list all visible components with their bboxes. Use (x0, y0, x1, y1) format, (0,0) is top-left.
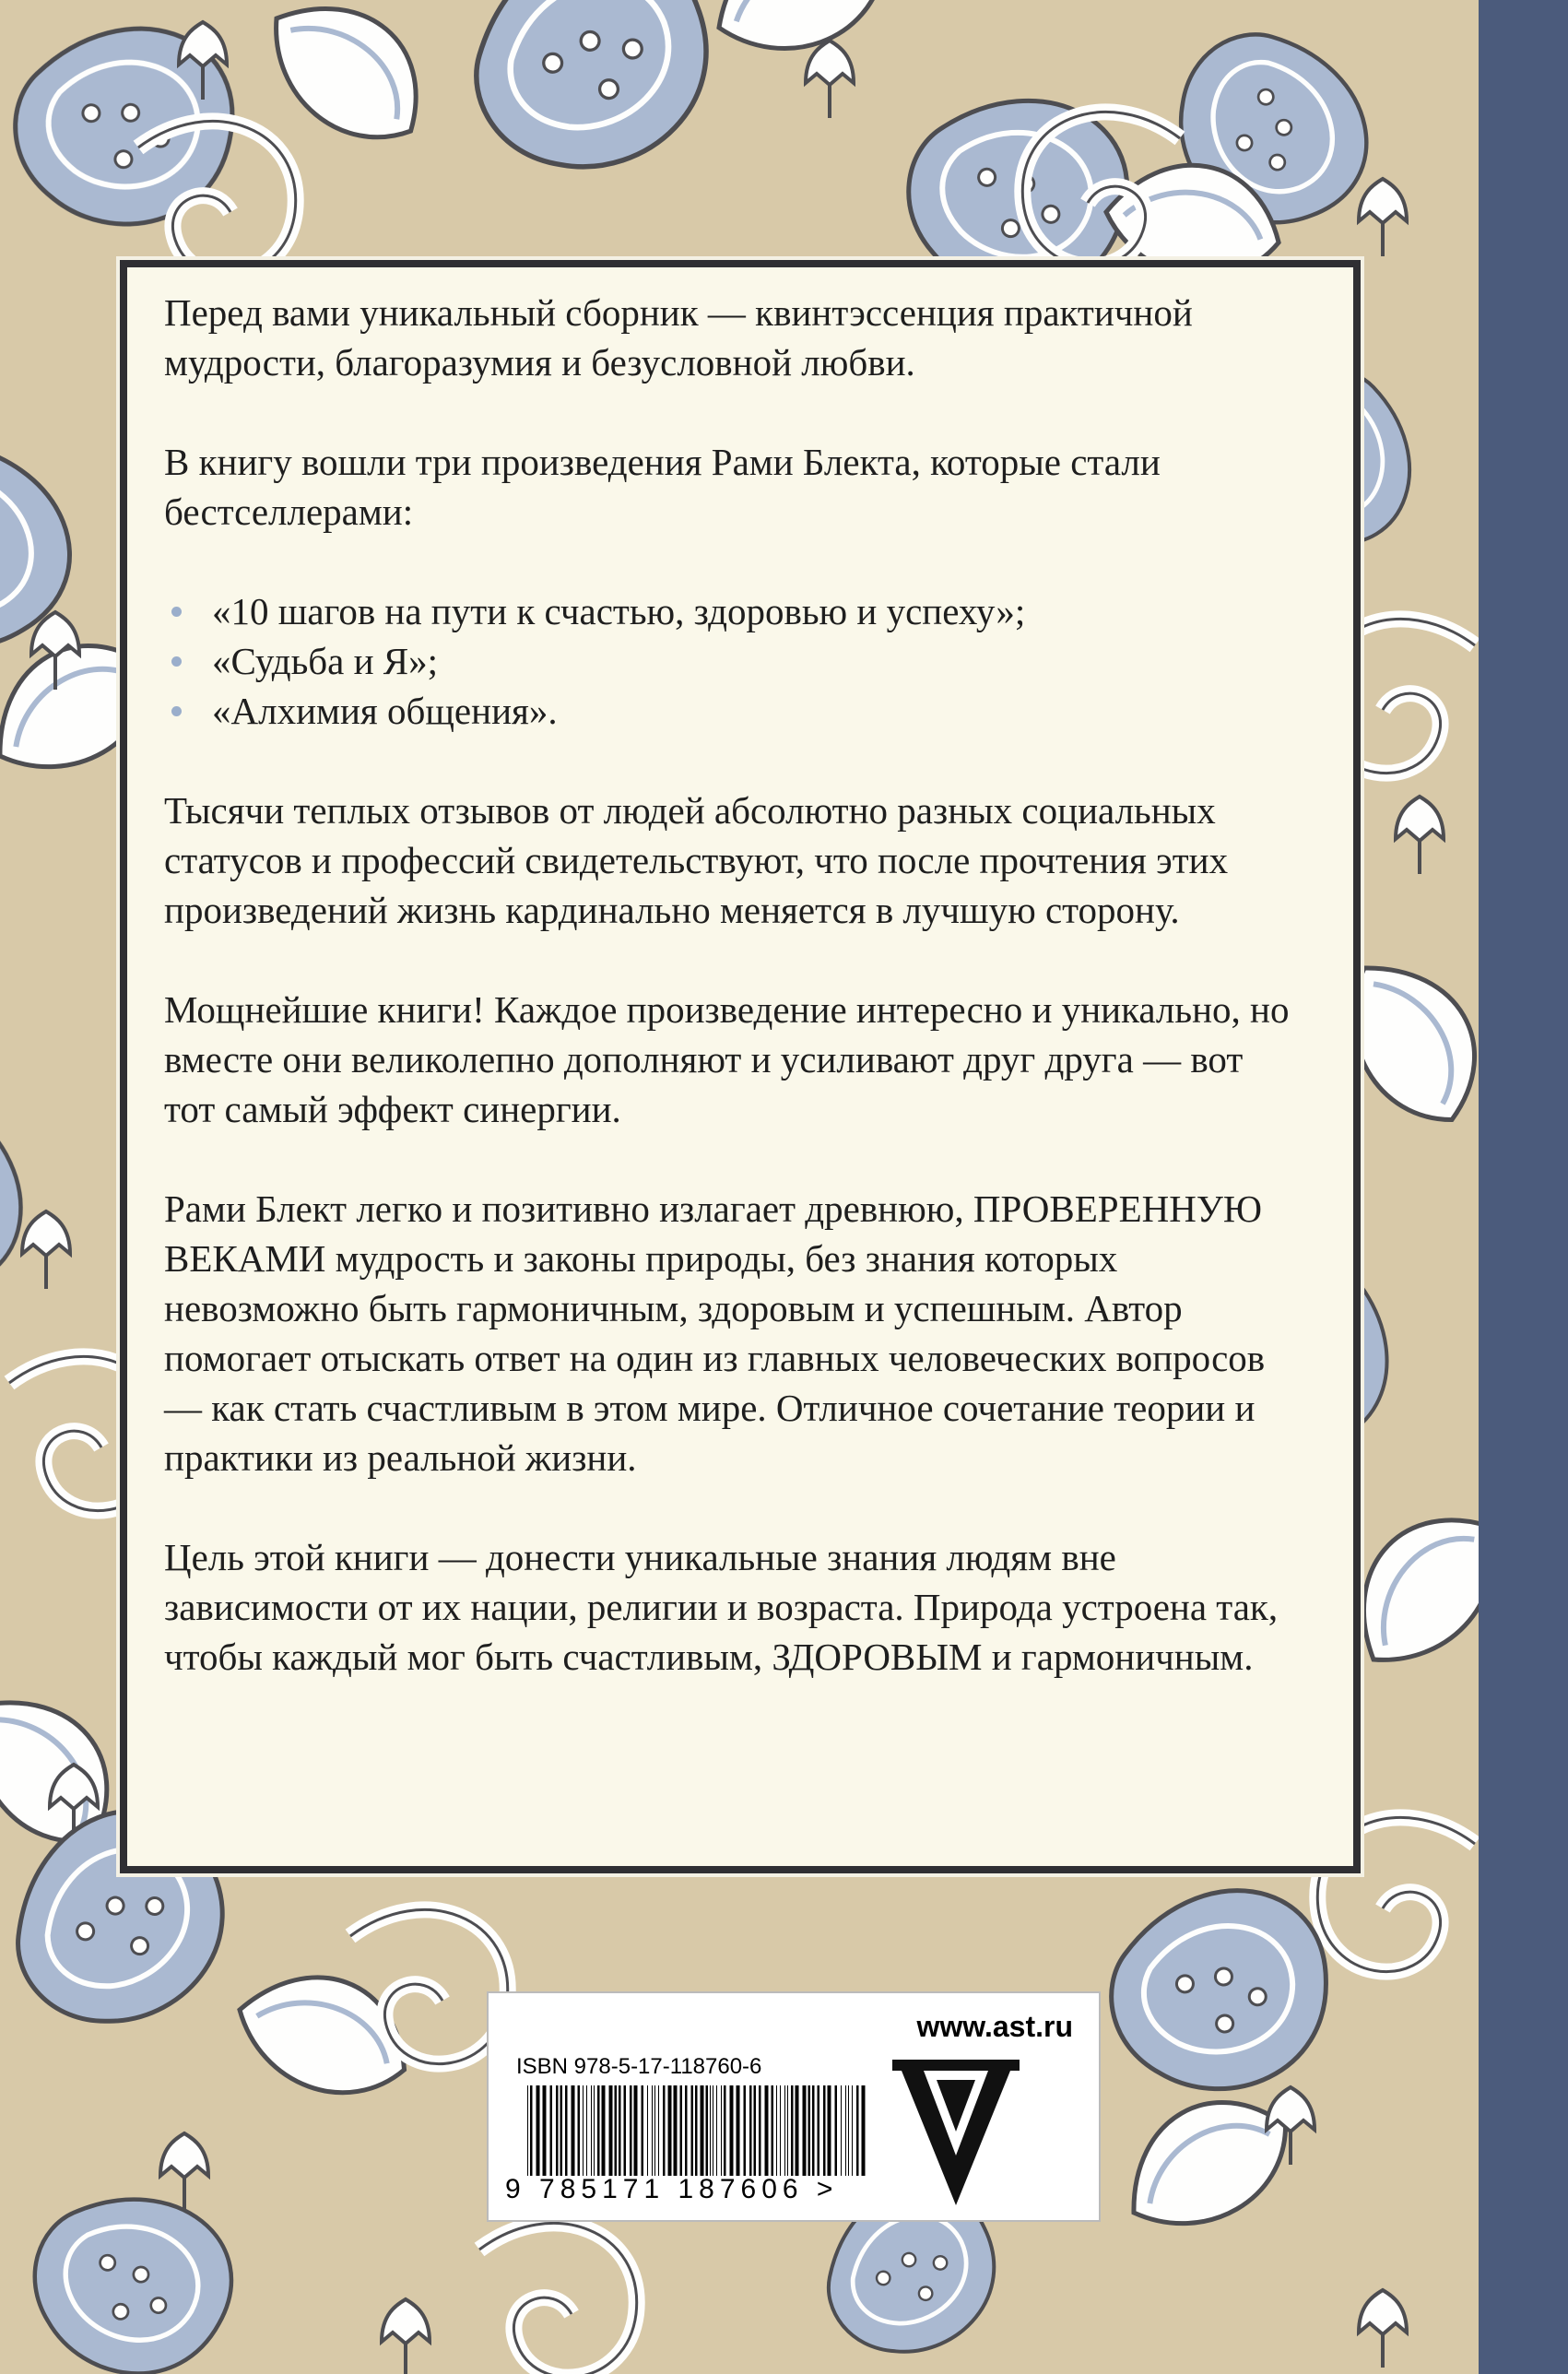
synergy-paragraph: Мощнейшие книги! Каждое произведение интересно и уникально, но вместе они великолепно дополняют и усиливают друг друга — вот тот самый эффект синергии. (164, 988, 1290, 1130)
isbn-label: ISBN 978-5-17-118760-6 (516, 2054, 762, 2079)
barcode-digits: 9 785171 187606 > (505, 2174, 839, 2204)
v-logo-icon (887, 2052, 1025, 2209)
bullet-icon (171, 656, 182, 667)
wisdom-paragraph: Рами Блект легко и позитивно излагает древнюю, ПРОВЕРЕННУЮ ВЕКАМИ мудрость и законы природы, без знания которых невозможно быть гармоничным, здоровым и успешным. Автор помогает отыскать ответ на один из главных человеческих вопросов — как стать счастливым в этом мире. Отличное сочетание теории и практики из реальной жизни. (164, 1187, 1266, 1479)
bullet-icon (171, 607, 182, 617)
list-item: «10 шагов на пути к счастью, здоровью и успеху»; (164, 586, 1298, 636)
reviews-paragraph: Тысячи теплых отзывов от людей абсолютно разных социальных статусов и профессий свидетельствуют, что после прочтения этих произведений жизнь кардинально меняется в лучшую сторону. (164, 789, 1229, 931)
works-intro-paragraph: В книгу вошли три произведения Рами Блекта, которые стали бестселлерами: (164, 441, 1161, 533)
website-url: www.ast.ru (916, 2010, 1073, 2043)
barcode-panel (487, 1991, 1101, 2222)
intro-paragraph: Перед вами уникальный сборник — квинтэссенция практичной мудрости, благоразумия и безусловной любви. (164, 291, 1193, 384)
list-item: «Алхимия общения». (164, 686, 1298, 736)
goal-paragraph: Цель этой книги — донести уникальные знания людям вне зависимости от их нации, религии и возраста. Природа устроена так, чтобы каждый мог быть счастливым, ЗДОРОВЫМ и гармоничным. (164, 1536, 1279, 1678)
list-item: «Судьба и Я»; (164, 636, 1298, 686)
works-list (164, 586, 1298, 736)
spine-strip (1479, 0, 1568, 2374)
barcode-bars (527, 2085, 868, 2176)
bullet-icon (171, 706, 182, 716)
text-panel (120, 260, 1361, 1873)
